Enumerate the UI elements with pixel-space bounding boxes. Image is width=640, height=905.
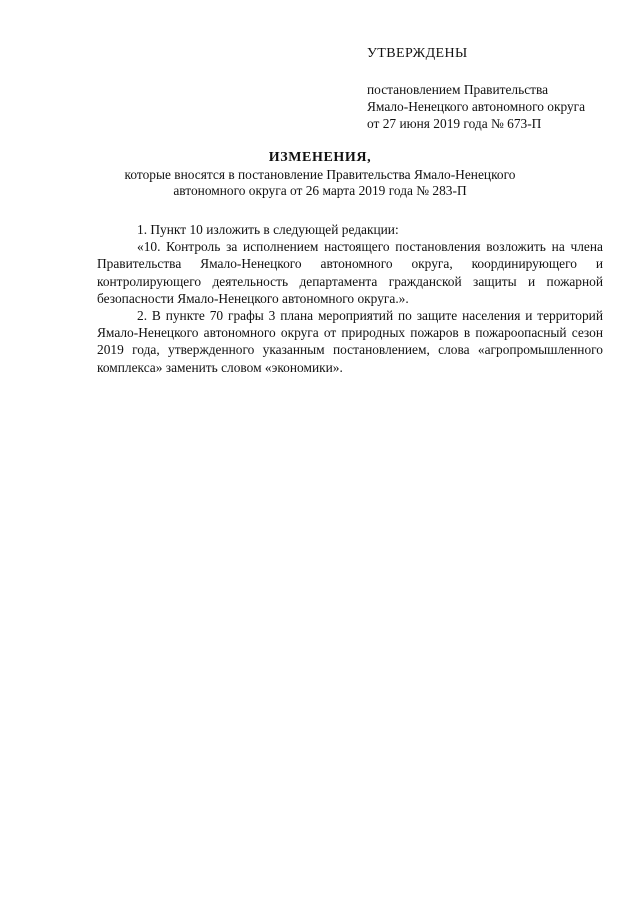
document-subtitle-line-1: которые вносятся в постановление Правительства Ямало-Ненецкого [124,166,516,182]
document-body [97,221,603,376]
approval-line-3: от 27 июня 2019 года № 673-П [367,116,542,131]
approval-heading: УТВЕРЖДЕНЫ [367,46,468,61]
paragraph-2: «10. Контроль за исполнением настоящего постановления возложить на члена Правительства Ямало-Ненецкого автономного округа, координирующего и контролирующего деятельность департамента гражданской защиты и пожарной безопасности Ямало-Ненецкого автономного округа.». [97,239,603,306]
document-title: ИЗМЕНЕНИЯ, [268,150,372,165]
document-subtitle-line-2: автономного округа от 26 марта 2019 года № 283-П [173,183,467,198]
approval-line-1: постановлением Правительства [367,82,549,97]
paragraph-3: 2. В пункте 70 графы 3 плана мероприятий по защите населения и территорий Ямало-Ненецкого автономного округа от природных пожаров в пожароопасный сезон 2019 года, утвержденного указанным постановлением, слова «агропромышленного комплекса» заменить словом «экономики». [97,308,603,375]
approval-line-2: Ямало-Ненецкого автономного округа [367,99,586,114]
document-title-block [60,150,580,200]
paragraph-1: 1. Пункт 10 изложить в следующей редакции: [137,222,399,237]
approval-stamp [367,45,627,132]
